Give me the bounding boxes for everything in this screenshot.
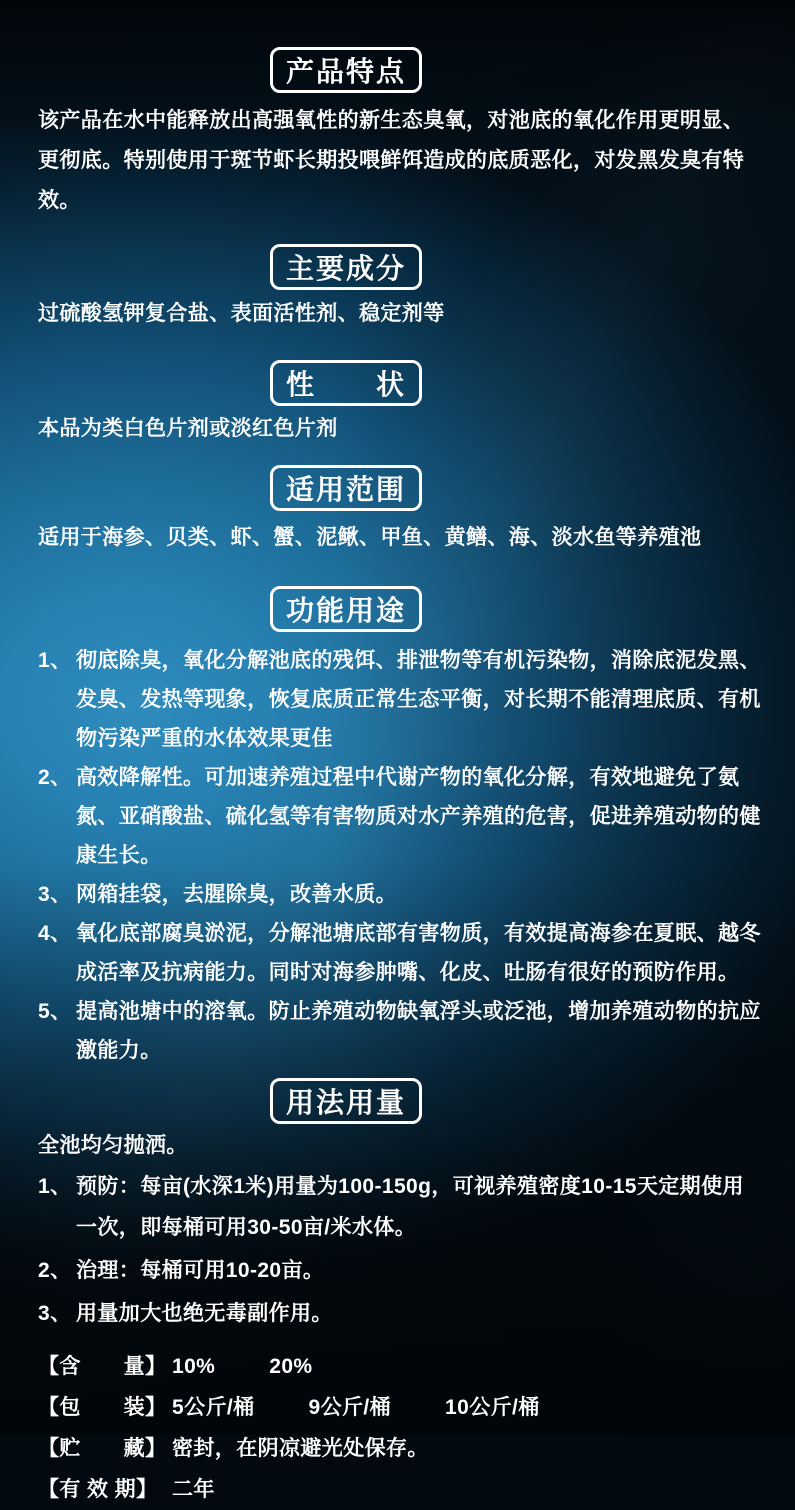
item-text: 提高池塘中的溶氧。防止养殖动物缺氧浮头或泛池，增加养殖动物的抗应激能力。 bbox=[76, 1000, 761, 1062]
section-title-label: 主要成分 bbox=[285, 253, 406, 284]
spec-value: 10公斤/桶 bbox=[445, 1396, 540, 1419]
usage-item-2 bbox=[38, 1250, 762, 1291]
item-number: 1、 bbox=[38, 649, 72, 672]
item-number: 2、 bbox=[38, 766, 72, 789]
item-text: 治理：每桶可用10-20亩。 bbox=[76, 1259, 325, 1282]
spec-row-content bbox=[38, 1346, 762, 1387]
item-text: 用量加大也绝无毒副作用。 bbox=[76, 1302, 333, 1325]
spec-value: 5公斤/桶 bbox=[172, 1396, 255, 1419]
section-title-main-ingredients bbox=[270, 244, 422, 290]
spec-row-storage bbox=[38, 1428, 762, 1469]
item-number: 5、 bbox=[38, 1000, 72, 1023]
section-title-label: 适用范围 bbox=[285, 474, 406, 505]
item-number: 3、 bbox=[38, 1302, 72, 1325]
properties-paragraph: 本品为类白色片剂或淡红色片剂 bbox=[38, 417, 338, 440]
section-title-functions-uses bbox=[270, 586, 422, 632]
spec-label: 【包 装】 bbox=[38, 1396, 167, 1419]
usage-item-3 bbox=[38, 1293, 762, 1334]
spec-value: 10% bbox=[172, 1355, 216, 1378]
section-title-properties bbox=[270, 360, 422, 406]
usage-item-1 bbox=[38, 1166, 762, 1248]
item-text: 彻底除臭，氧化分解池底的残饵、排泄物等有机污染物，消除底泥发黑、发臭、发热等现象，恢复底质正常生态平衡，对长期不能清理底质、有机物污染严重的水体效果更佳 bbox=[76, 649, 761, 750]
item-number: 1、 bbox=[38, 1175, 72, 1198]
section-title-label: 用法用量 bbox=[285, 1087, 406, 1118]
function-item-3 bbox=[38, 875, 762, 914]
scope-paragraph: 适用于海参、贝类、虾、蟹、泥鳅、甲鱼、黄鳝、海、淡水鱼等养殖池 bbox=[38, 526, 702, 549]
product-specs bbox=[0, 1346, 795, 1510]
item-text: 网箱挂袋，去腥除臭，改善水质。 bbox=[76, 883, 397, 906]
section-main-ingredients bbox=[0, 244, 795, 334]
section-usage-dosage bbox=[0, 1078, 795, 1334]
item-text: 氧化底部腐臭淤泥，分解池塘底部有害物质，有效提高海参在夏眠、越冬成活率及抗病能力。同时对海参肿嘴、化皮、吐肠有很好的预防作用。 bbox=[76, 922, 761, 984]
spec-value: 9公斤/桶 bbox=[308, 1396, 392, 1419]
functions-list bbox=[0, 641, 795, 1070]
section-title-label: 功能用途 bbox=[285, 595, 406, 626]
ingredients-paragraph: 过硫酸氢钾复合盐、表面活性剂、稳定剂等 bbox=[38, 302, 445, 325]
section-title-label: 产品特点 bbox=[285, 56, 406, 87]
section-applicable-scope bbox=[0, 465, 795, 558]
spec-value: 20% bbox=[269, 1355, 313, 1378]
features-paragraph: 该产品在水中能释放出高强氧性的新生态臭氧，对池底的氧化作用更明显、更彻底。特别使用于斑节虾长期投喂鲜饵造成的底质恶化，对发黑发臭有特效。 bbox=[38, 109, 745, 212]
section-title-product-features bbox=[270, 47, 422, 93]
spec-row-shelf-life bbox=[38, 1469, 762, 1510]
spec-label: 【有 效 期】 bbox=[38, 1478, 158, 1501]
spec-value: 二年 bbox=[172, 1478, 215, 1501]
section-product-features bbox=[0, 0, 795, 221]
item-number: 3、 bbox=[38, 883, 72, 906]
item-number: 4、 bbox=[38, 922, 72, 945]
spec-value: 密封，在阴凉避光处保存。 bbox=[172, 1437, 429, 1460]
section-functions-uses bbox=[0, 586, 795, 1070]
usage-intro: 全池均匀抛洒。 bbox=[38, 1134, 188, 1157]
usage-list bbox=[0, 1166, 795, 1334]
function-item-2 bbox=[38, 758, 762, 875]
spec-label: 【含 量】 bbox=[38, 1355, 167, 1378]
section-title-usage-dosage bbox=[270, 1078, 422, 1124]
item-text: 高效降解性。可加速养殖过程中代谢产物的氧化分解，有效地避免了氨氮、亚硝酸盐、硫化氢等有害物质对水产养殖的危害，促进养殖动物的健康生长。 bbox=[76, 766, 761, 867]
section-title-label: 性 状 bbox=[285, 369, 406, 400]
spec-row-packaging bbox=[38, 1387, 762, 1428]
item-number: 2、 bbox=[38, 1259, 72, 1282]
section-properties bbox=[0, 360, 795, 449]
section-title-applicable-scope bbox=[270, 465, 422, 511]
spec-label: 【贮 藏】 bbox=[38, 1437, 167, 1460]
function-item-1 bbox=[38, 641, 762, 758]
function-item-4 bbox=[38, 914, 762, 992]
function-item-5 bbox=[38, 992, 762, 1070]
item-text: 预防：每亩(水深1米)用量为100-150g，可视养殖密度10-15天定期使用一次，即每桶可用30-50亩/米水体。 bbox=[76, 1175, 744, 1239]
